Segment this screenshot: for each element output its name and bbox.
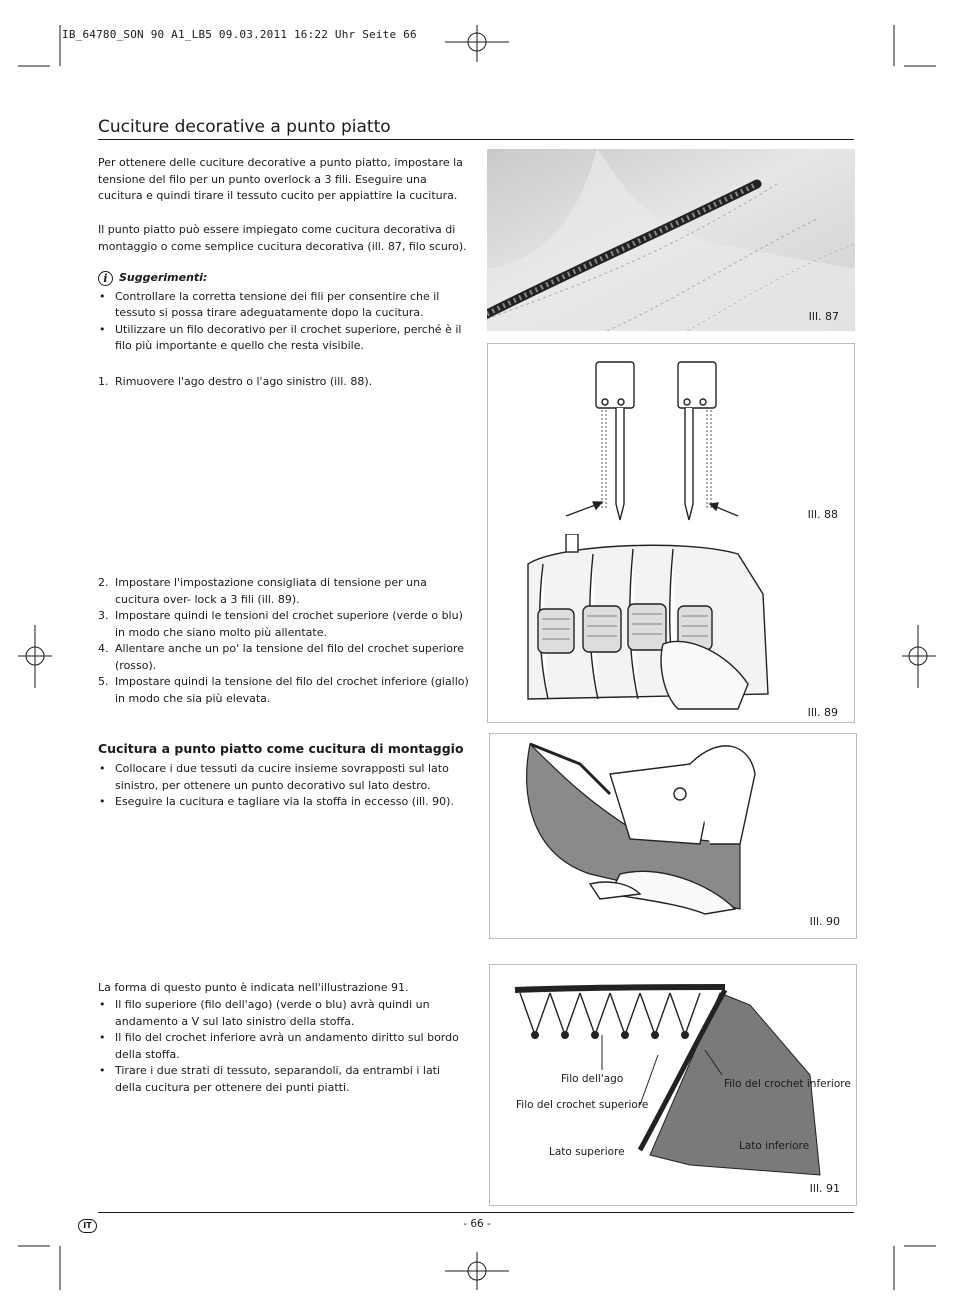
print-slug: IB_64780_SON 90 A1_LB5 09.03.2011 16:22 Uhr Seite 66 <box>62 28 417 41</box>
figure-ill-87 <box>487 149 855 331</box>
step-text: Impostare quindi le tensioni del crochet superiore (verde o blu) in modo che siano molto più allentate. <box>115 609 463 639</box>
list-item <box>98 641 470 674</box>
step-text: Allentare anche un po' la tensione del filo del crochet superiore (rosso). <box>115 642 465 672</box>
page-title: Cuciture decorative a punto piatto <box>98 117 391 137</box>
steps-list <box>98 575 470 707</box>
list-item: • Il filo del crochet inferiore avrà un andamento diritto sul bordo della stoffa. <box>98 1030 470 1063</box>
figure-ill-88-89 <box>487 343 855 723</box>
list-item <box>98 608 470 641</box>
list-item: • Utilizzare un filo decorativo per il crochet superiore, perché è il filo più importante e quello che resta visibile. <box>98 322 470 355</box>
tips-heading-text: Suggerimenti: <box>119 271 208 284</box>
label-bottom-side: Lato inferiore <box>739 1140 810 1152</box>
step-number: 4. <box>98 642 109 655</box>
list-item: • Tirare i due strati di tessuto, separandoli, da entrambi i lati della cucitura per ottenere dei punti piatti. <box>98 1063 470 1096</box>
label-lower-looper: Filo del crochet inferiore <box>724 1078 851 1090</box>
caption-ill-89: Ill. 89 <box>807 706 838 719</box>
step-number: 3. <box>98 609 109 622</box>
step-number: 5. <box>98 675 109 688</box>
label-top-side: Lato superiore <box>549 1146 625 1158</box>
stitch-intro: La forma di questo punto è indicata nell'illustrazione 91. <box>98 981 409 994</box>
figure-ill-91 <box>489 964 857 1206</box>
stitched-fabric-photo <box>487 149 855 331</box>
page-number: - 66 - <box>463 1218 491 1230</box>
tips-heading <box>98 270 470 287</box>
needle-removal-drawing <box>488 344 855 534</box>
section-heading-montaggio: Cucitura a punto piatto come cucitura di montaggio <box>98 741 464 756</box>
caption-ill-88: Ill. 88 <box>807 508 838 521</box>
list-item: • Il filo superiore (filo dell'ago) (verde o blu) avrà quindi un andamento a V sul lato sinistro della stoffa. <box>98 997 470 1030</box>
list-item <box>98 575 470 608</box>
tips-list <box>98 289 470 355</box>
label-upper-looper: Filo del crochet superiore <box>516 1099 649 1111</box>
sewing-fabric-drawing <box>490 734 857 939</box>
montaggio-list <box>98 761 470 811</box>
step-number: 1. <box>98 375 109 388</box>
tension-dials-drawing <box>488 534 855 714</box>
intro-paragraph-1: Per ottenere delle cuciture decorative a punto piatto, impostare la tensione del filo per un punto overlock a 3 fili. Eseguire una cucitura e quindi tirare il tessuto cucito per appiattire la cucitura. <box>98 156 463 202</box>
list-item: • Controllare la corretta tensione dei fili per consentire che il tessuto si possa tirare adeguatamente dopo la cucitura. <box>98 289 470 322</box>
step-text: Rimuovere l'ago destro o l'ago sinistro (ill. 88). <box>115 375 373 388</box>
step-number: 2. <box>98 576 109 589</box>
title-rule <box>98 139 854 140</box>
list-item: • Eseguire la cucitura e tagliare via la stoffa in eccesso (ill. 90). <box>98 794 470 811</box>
intro-paragraph-2: Il punto piatto può essere impiegato come cucitura decorativa di montaggio o come semplice cucitura decorativa (ill. 87, filo scuro). <box>98 223 467 253</box>
step-1 <box>98 374 470 391</box>
language-badge: IT <box>78 1219 97 1233</box>
figure-ill-90 <box>489 733 857 939</box>
footer-rule <box>98 1212 854 1213</box>
caption-ill-90: Ill. 90 <box>809 915 840 928</box>
info-icon: i <box>98 271 113 286</box>
list-item <box>98 674 470 707</box>
step-text: Impostare l'impostazione consigliata di tensione per una cucitura over- lock a 3 fili (ill. 89). <box>115 576 427 606</box>
label-needle-thread: Filo dell'ago <box>561 1073 624 1085</box>
step-text: Impostare quindi la tensione del filo del crochet inferiore (giallo) in modo che sia più elevata. <box>115 675 469 705</box>
stitch-list <box>98 997 470 1096</box>
caption-ill-91: Ill. 91 <box>809 1182 840 1195</box>
list-item: • Collocare i due tessuti da cucire insieme sovrapposti sul lato sinistro, per ottenere un punto decorativo sul lato destro. <box>98 761 470 794</box>
caption-ill-87: Ill. 87 <box>808 310 839 323</box>
tips-block <box>98 270 470 355</box>
